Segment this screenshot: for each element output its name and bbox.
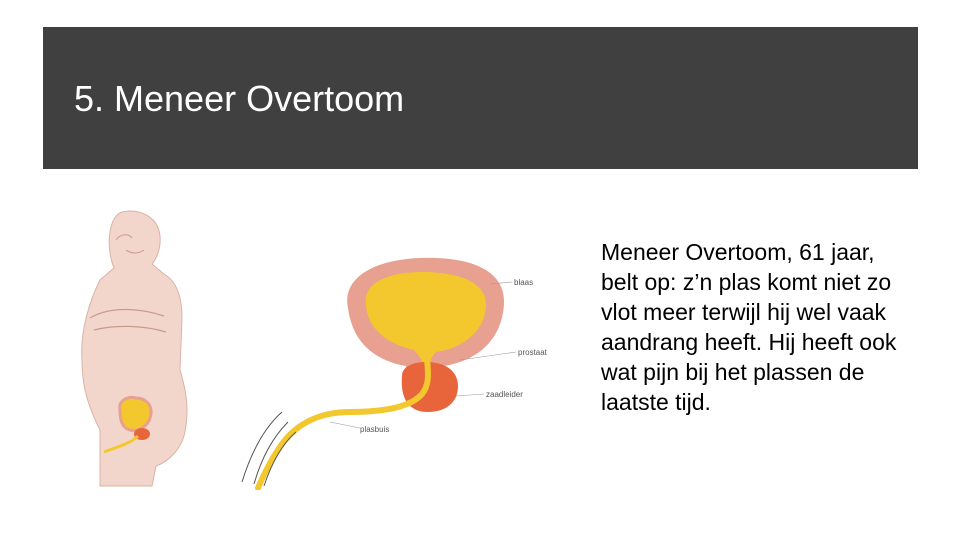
title-bar: [43, 27, 918, 169]
cross-section: [242, 258, 516, 488]
man-figure: [82, 211, 187, 486]
label-zaadleider: zaadleider: [486, 390, 523, 399]
slide-title: 5. Meneer Overtoom: [74, 78, 405, 119]
label-prostaat: prostaat: [518, 348, 547, 357]
label-blaas: blaas: [514, 278, 534, 287]
case-description: Meneer Overtoom, 61 jaar, belt op: z’n plas komt niet zo vlot meer terwijl hij wel vaak aandrang heeft. Hij heeft ook wat pijn bij het plassen de laatste tijd.: [601, 239, 897, 415]
anatomy-illustration: [60, 200, 560, 490]
label-plasbuis: plasbuis: [360, 425, 390, 434]
